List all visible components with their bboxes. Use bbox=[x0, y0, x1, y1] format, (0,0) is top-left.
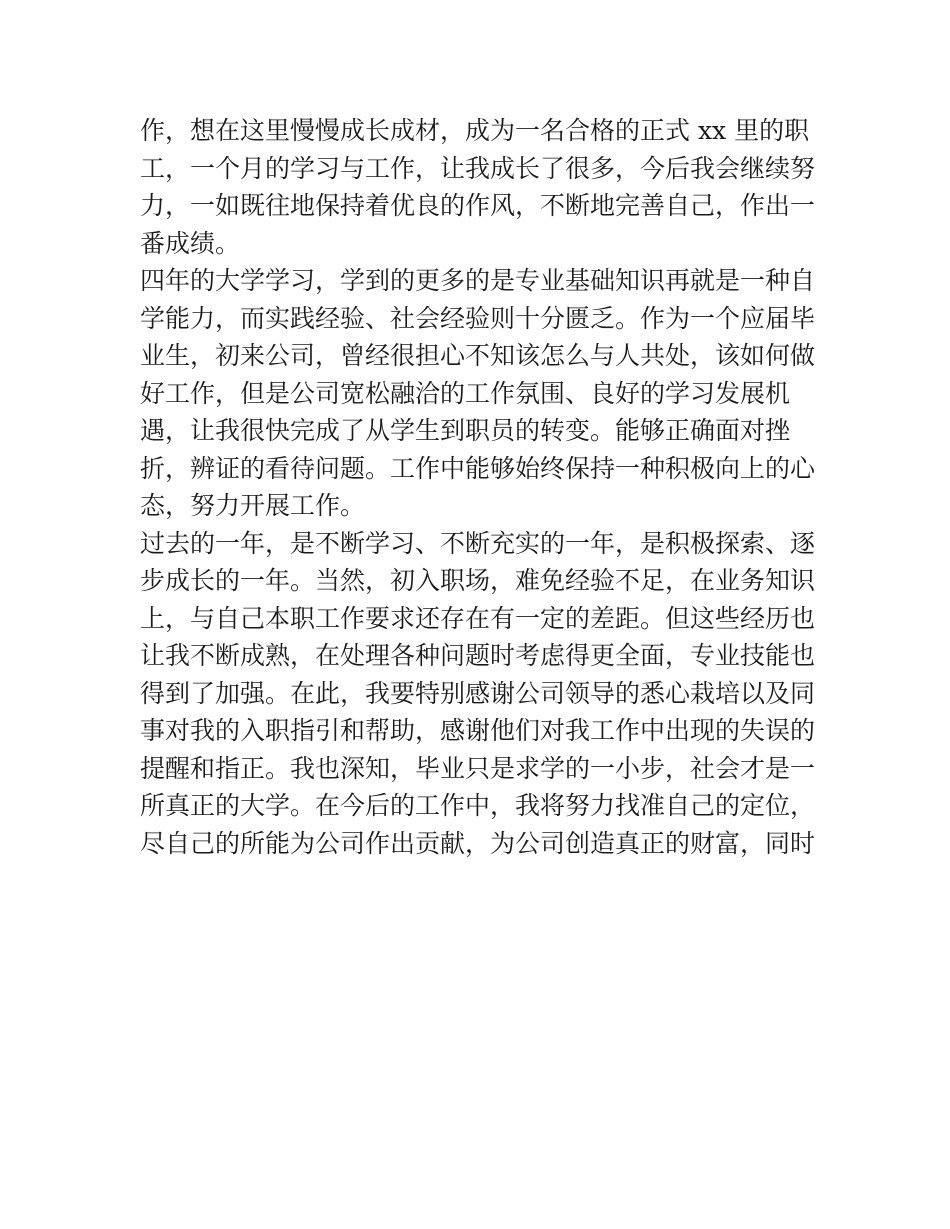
text-line: 遇，让我很快完成了从学生到职员的转变。能够正确面对挫 bbox=[140, 416, 791, 445]
text-line: 番成绩。 bbox=[140, 228, 241, 258]
text-line: 作，想在这里慢慢成长成材，成为一名合格的正式 xx 里的职 bbox=[140, 116, 810, 145]
text-line: 上，与自己本职工作要求还存在有一定的差距。但这些经历也 bbox=[140, 603, 816, 633]
text-line: 得到了加强。在此，我要特别感谢公司领导的悉心栽培以及同 bbox=[140, 678, 816, 708]
text-line: 事对我的入职指引和帮助，感谢他们对我工作中出现的失误的 bbox=[140, 716, 816, 745]
text-line: 态，努力开展工作。 bbox=[140, 491, 366, 520]
text-line: 尽自己的所能为公司作出贡献，为公司创造真正的财富，同时 bbox=[140, 828, 816, 858]
text-line: 学能力，而实践经验、社会经验则十分匮乏。作为一个应届毕 bbox=[140, 303, 816, 333]
text-line: 提醒和指正。我也深知，毕业只是求学的一小步，社会才是一 bbox=[140, 753, 816, 783]
text-line: 所真正的大学。在今后的工作中，我将努力找准自己的定位， bbox=[140, 791, 816, 820]
text-line: 四年的大学学习，学到的更多的是专业基础知识再就是一种自 bbox=[140, 266, 816, 295]
text-line: 好工作，但是公司宽松融洽的工作氛围、良好的学习发展机 bbox=[140, 378, 791, 408]
document-body bbox=[140, 112, 820, 862]
text-line: 业生，初来公司，曾经很担心不知该怎么与人共处，该如何做 bbox=[140, 341, 816, 370]
text-line: 折，辨证的看待问题。工作中能够始终保持一种积极向上的心 bbox=[140, 453, 816, 483]
text-line: 让我不断成熟，在处理各种问题时考虑得更全面，专业技能也 bbox=[140, 641, 816, 670]
text-line: 过去的一年，是不断学习、不断充实的一年，是积极探索、逐 bbox=[140, 528, 816, 558]
text-line: 步成长的一年。当然，初入职场，难免经验不足，在业务知识 bbox=[140, 566, 816, 595]
text-line: 工，一个月的学习与工作，让我成长了很多，今后我会继续努 bbox=[140, 153, 816, 183]
text-line: 力，一如既往地保持着优良的作风，不断地完善自己，作出一 bbox=[140, 191, 816, 220]
